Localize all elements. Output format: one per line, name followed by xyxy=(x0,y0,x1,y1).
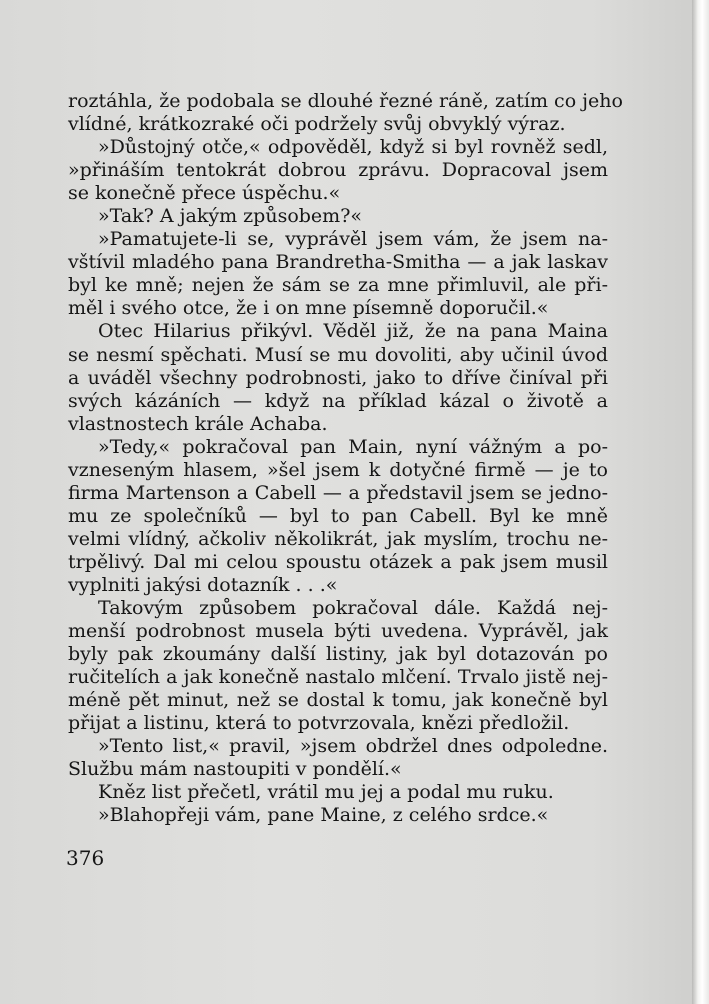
text-line: vštívil mladého pana Brandretha-Smitha — a jak laskav xyxy=(68,251,608,274)
page-number: 376 xyxy=(66,846,105,870)
text-line: se nesmí spěchati. Musí se mu dovoliti, aby učinil úvod xyxy=(68,343,608,366)
text-line: Otec Hilarius přikývl. Věděl již, že na pana Maina xyxy=(98,320,608,343)
text-line: vyplniti jakýsi dotazník . . .« xyxy=(68,573,338,596)
text-line: vlídné, krátkozraké oči podržely svůj obvyklý výraz. xyxy=(68,113,566,136)
text-line: mu ze společníků — byl to pan Cabell. Byl ke mně xyxy=(68,504,608,527)
text-line: firma Martenson a Cabell — a představil jsem se jedno- xyxy=(68,481,608,504)
body-text xyxy=(68,90,623,828)
text-line: se konečně přece úspěchu.« xyxy=(68,182,341,205)
text-line: roztáhla, že podobala se dlouhé řezné ráně, zatím co jeho xyxy=(68,90,623,112)
text-line: méně pět minut, než se dostal k tomu, jak konečně byl xyxy=(68,689,608,712)
page-gutter xyxy=(692,0,709,1004)
text-line: vzneseným hlasem, »šel jsem k dotyčné firmě — je to xyxy=(68,458,608,481)
text-line: »Tedy,« pokračoval pan Main, nyní vážným a po- xyxy=(98,435,608,458)
text-line: Kněz list přečetl, vrátil mu jej a podal mu ruku. xyxy=(98,781,554,804)
text-line: »přináším tentokrát dobrou zprávu. Dopracoval jsem xyxy=(68,159,608,182)
text-line: byly pak zkoumány další listiny, jak byl dotazován po xyxy=(68,643,608,666)
text-line: a uváděl všechny podrobnosti, jako to dříve činíval při xyxy=(68,366,608,389)
text-line: menší podrobnost musela býti uvedena. Vyprávěl, jak xyxy=(68,620,608,643)
text-line: »Pamatujete-li se, vyprávěl jsem vám, že jsem na- xyxy=(98,228,608,251)
text-line: měl i svého otce, že i on mne písemně doporučil.« xyxy=(68,297,549,320)
text-line: byl ke mně; nejen že sám se za mne přimluvil, ale při- xyxy=(68,274,608,297)
text-line: přijat a listinu, která to potvrzovala, knězi předložil. xyxy=(68,712,570,735)
text-line: svých kázáních — když na příklad kázal o životě a xyxy=(68,389,608,412)
text-line: vlastnostech krále Achaba. xyxy=(68,412,328,435)
text-line: Službu mám nastoupiti v pondělí.« xyxy=(68,758,402,781)
text-line: »Blahopřeji vám, pane Maine, z celého srdce.« xyxy=(98,804,549,827)
text-line: »Tento list,« pravil, »jsem obdržel dnes odpoledne. xyxy=(98,735,608,758)
text-line: ručitelích a jak konečně nastalo mlčení. Trvalo jistě nej- xyxy=(68,666,608,689)
text-line: »Důstojný otče,« odpověděl, když si byl rovněž sedl, xyxy=(98,136,608,159)
text-line: Takovým způsobem pokračoval dále. Každá nej- xyxy=(98,597,608,620)
text-line: »Tak? A jakým způsobem?« xyxy=(98,205,363,228)
text-line: velmi vlídný, ačkoliv několikrát, jak myslím, trochu ne- xyxy=(68,527,608,550)
text-line: trpělivý. Dal mi celou spoustu otázek a pak jsem musil xyxy=(68,550,608,573)
